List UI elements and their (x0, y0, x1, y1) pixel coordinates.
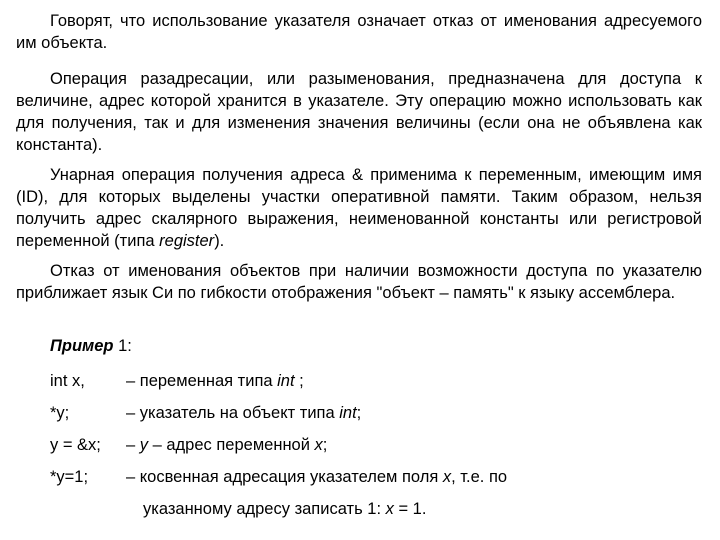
description-text: ; (294, 372, 304, 390)
example-title-number: 1: (113, 337, 132, 355)
example-continuation (143, 498, 426, 520)
example-title (50, 335, 132, 357)
code-snippet: int x, (50, 372, 85, 390)
description-text: ; (322, 436, 328, 454)
paragraph-assembler-comparison (16, 260, 702, 304)
paragraph-text: Операция разадресации, или разыменования, предназначена для доступа к величине, адрес которой хранится в указателе. Эту операцию можно использовать как для получения, так и для изменения значения величины (если она не объявлена как константа). (16, 70, 702, 154)
paragraph-address-operator (16, 164, 702, 252)
description-text: ; (356, 404, 362, 422)
paragraph-dereference (16, 68, 702, 156)
code-snippet: *y=1; (50, 468, 89, 486)
code-description (126, 434, 327, 456)
description-text: – адрес переменной (148, 436, 315, 454)
paragraph-text: ). (214, 232, 225, 250)
description-text: , т.е. по (451, 468, 508, 486)
description-text: – указатель на объект типа (126, 404, 340, 422)
description-italic: int (277, 372, 295, 390)
description-italic: int (339, 404, 357, 422)
continuation-italic: x (385, 500, 394, 518)
code-description (126, 370, 304, 392)
description-text: – (126, 436, 140, 454)
paragraph-text: Говорят, что использование указателя означает отказ от именования адресуемого им объекта. (16, 12, 702, 52)
continuation-text: = 1. (393, 500, 427, 518)
code-description (126, 466, 507, 488)
code-snippet: y = &x; (50, 436, 101, 454)
description-text: – переменная типа (126, 372, 278, 390)
code-snippet: *y; (50, 404, 70, 422)
continuation-text: указанному адресу записать 1: (143, 500, 386, 518)
paragraph-text: Отказ от именования объектов при наличии возможности доступа по указателю приближает язык Си по гибкости отображения "объект – память" к языку ассемблера. (16, 262, 702, 302)
description-italic: y (139, 436, 149, 454)
description-italic: x (442, 468, 452, 486)
description-text: – косвенная адресация указателем поля (126, 468, 443, 486)
example-title-word: Пример (50, 337, 114, 355)
register-keyword: register (159, 232, 215, 250)
code-description (126, 402, 361, 424)
description-italic: x (314, 436, 323, 454)
paragraph-pointer-naming (16, 10, 702, 54)
paragraph-text: Унарная операция получения адреса & применима к переменным, имеющим имя (ID), для которых выделены участки оперативной памяти. Таким образом, нельзя получить адрес скалярного выражения, неименованной константы или регистровой переменной (типа (16, 166, 702, 250)
